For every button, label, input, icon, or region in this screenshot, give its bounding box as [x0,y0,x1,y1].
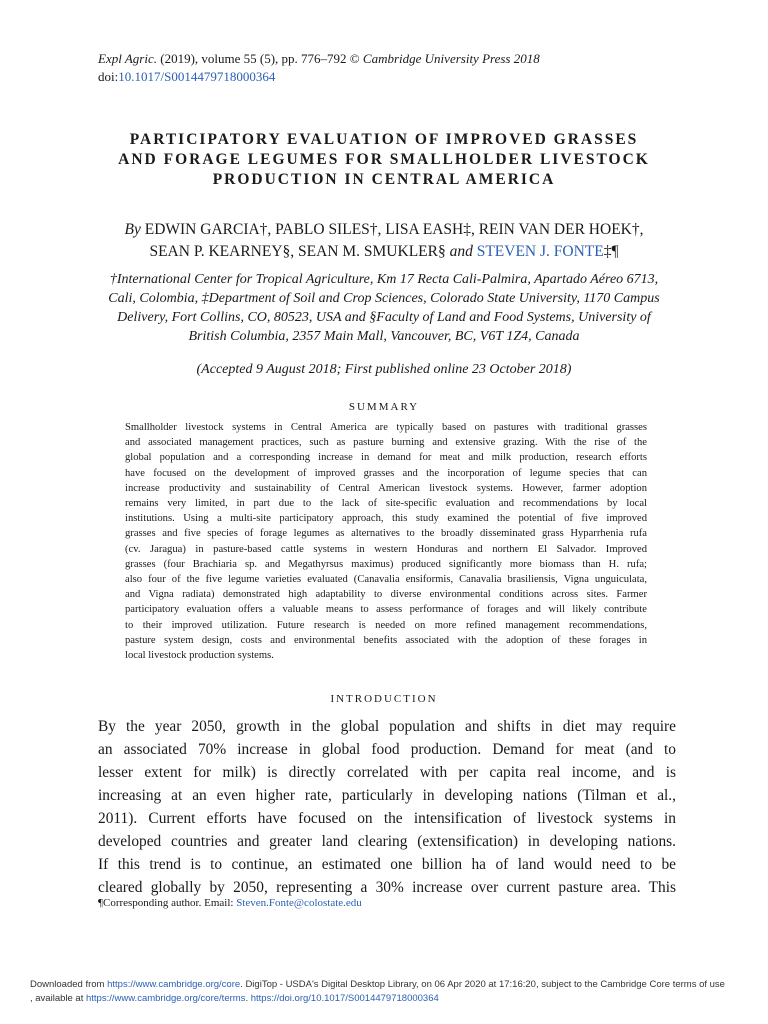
download-middle: . DigiTop - USDA's Digital Desktop Library, on 06 Apr 2020 at 17:16:20, subject to the Cambridge Core terms of use [240,979,725,990]
summary-line: remains very limited, in part due to the lack of site-specific evaluation and recommendations by local [125,498,647,510]
affiliation-line: British Columbia, 2357 Main Mall, Vancouver, BC, V6T 1Z4, Canada [188,329,580,344]
summary-line: institutions. Using a multi-site participatory approach, this study examined the potential of five improved [125,513,647,525]
download-prefix: Downloaded from [30,979,108,990]
footnote-text: ¶Corresponding author. Email: [98,897,237,909]
summary-heading: SUMMARY [348,401,420,413]
summary-line: have focused on the development of improved grasses and the incorporation of legume species that can [125,467,647,479]
summary-line: pasture system design, costs and environmental benefits associated with the adoption of these forages in [125,634,647,646]
intro-line: cleared globally by 2050, representing a 30% increase over current pasture area. This [98,879,676,896]
title-line: AND FORAGE LEGUMES FOR SMALLHOLDER LIVESTOCK [118,151,650,168]
summary-line: local livestock production systems. [125,650,274,662]
article-title [60,130,708,190]
core-link[interactable]: https://www.cambridge.org/core [107,979,241,990]
journal-name: Expl Agric. [98,51,157,66]
email-link[interactable]: Steven.Fonte@colostate.edu [236,897,362,909]
summary-line: Smallholder livestock systems in Central America are typically based on pastures with traditional grasses [125,422,647,433]
summary-line: also four of the five legume varieties evaluated (Canavalia ensiformis, Canavalia brasiliensis, Vigna unguiculata, [125,574,647,586]
intro-line: lesser extent for milk) is directly correlated with per capita real income, and is [98,764,676,781]
title-line: PARTICIPATORY EVALUATION OF IMPROVED GRASSES [129,131,639,148]
journal-volume: (2019), volume 55 (5), pp. 776–792 © [156,51,363,66]
journal-citation [98,50,540,86]
summary-line: and associated management practices, such as pasture burning and extensive grazing. With the rise of the [125,437,647,449]
summary-line: and Vigna radiata) demonstrated high adaptability to diverse environmental conditions across sites. Farmer [125,589,647,601]
terms-link[interactable]: https://www.cambridge.org/core/terms [85,993,246,1004]
summary-line: grasses and five species of forage legumes as alternatives to the broadly disseminated grass Hyparrhenia rufa [125,528,647,540]
summary-line: grasses (four Brachiaria sp. and Megathyrsus maximus) produced significantly more biomass than H. rufa; [125,558,647,570]
doi-prefix: doi: [98,69,119,84]
affiliation-line: Cali, Colombia, ‡Department of Soil and Crop Sciences, Colorado State University, 1170 Campus [108,291,660,306]
download-notice: Downloaded from https://www.cambridge.org/core. DigiTop - USDA's Digital Desktop Library, on 06 Apr 2020 at 17:16:20, subject to the Cambridge Core terms of use , available at https://www.cambridge.org/core/terms. https://doi.org/10.1017/S0014479718000364 [30,979,725,1004]
intro-line: If this trend is to continue, an estimated one billion ha of land would need to be [98,856,676,873]
authors-line-1: EDWIN GARCIA†, PABLO SILES†, LISA EASH‡, REIN VAN DER HOEK†, [140,221,644,238]
title-line: PRODUCTION IN CENTRAL AMERICA [212,171,556,188]
doi-url-link[interactable]: https://doi.org/10.1017/S0014479718000364 [250,993,439,1004]
by-label: By [124,221,141,238]
introduction-heading: INTRODUCTION [330,693,438,705]
intro-line: 2011). Current efforts have focused on the intensification of livestock systems in [98,810,676,827]
summary-line: global population and a corresponding increase in demand for meat and milk production, research efforts [125,452,647,464]
intro-line: developed countries and greater land clearing (extensification) in developing nations. [98,833,676,850]
corresponding-author-link[interactable]: STEVEN J. FONTE [476,243,604,260]
authors-line-2: SEAN P. KEARNEY§, SEAN M. SMUKLER§ [149,243,450,260]
affiliations [60,270,708,346]
summary-body [125,420,647,663]
intro-line: increasing at an even higher rate, particularly in developing nations (Tilman et al., [98,787,676,804]
summary-line: participatory evaluation offers a valuable means to assess performance of forages and will likely contribute [125,604,647,616]
publisher: Cambridge University Press 2018 [362,51,540,66]
summary-line: to their improved utilization. Future research is needed on more refined management recommendations, [125,619,647,631]
corresponding-footnote [98,897,362,909]
accepted-dates: (Accepted 9 August 2018; First published online 23 October 2018) [196,362,572,377]
affiliation-line: †International Center for Tropical Agriculture, Km 17 Recta Cali-Palmira, Apartado Aéreo 6713, [109,272,659,287]
doi-link[interactable]: 10.1017/S0014479718000364 [118,69,276,84]
download-available: , available at [30,993,86,1004]
summary-line: increase productivity and sustainability of Central American livestock systems. However, farmer adoption [125,482,647,494]
and-label: and [449,243,473,260]
intro-line: an associated 70% increase in global food production. Demand for meat (and to [98,741,676,758]
affiliation-line: Delivery, Fort Collins, CO, 80523, USA and §Faculty of Land and Food Systems, University of [117,310,651,325]
author-list [60,219,708,263]
introduction-body [98,715,676,899]
intro-line: By the year 2050, growth in the global population and shifts in diet may require [98,718,676,735]
author-marks: ‡¶ [603,243,619,260]
summary-line: (cv. Jaragua) in pasture-based cattle systems in western Honduras and northern El Salvador. Improved [125,543,647,555]
